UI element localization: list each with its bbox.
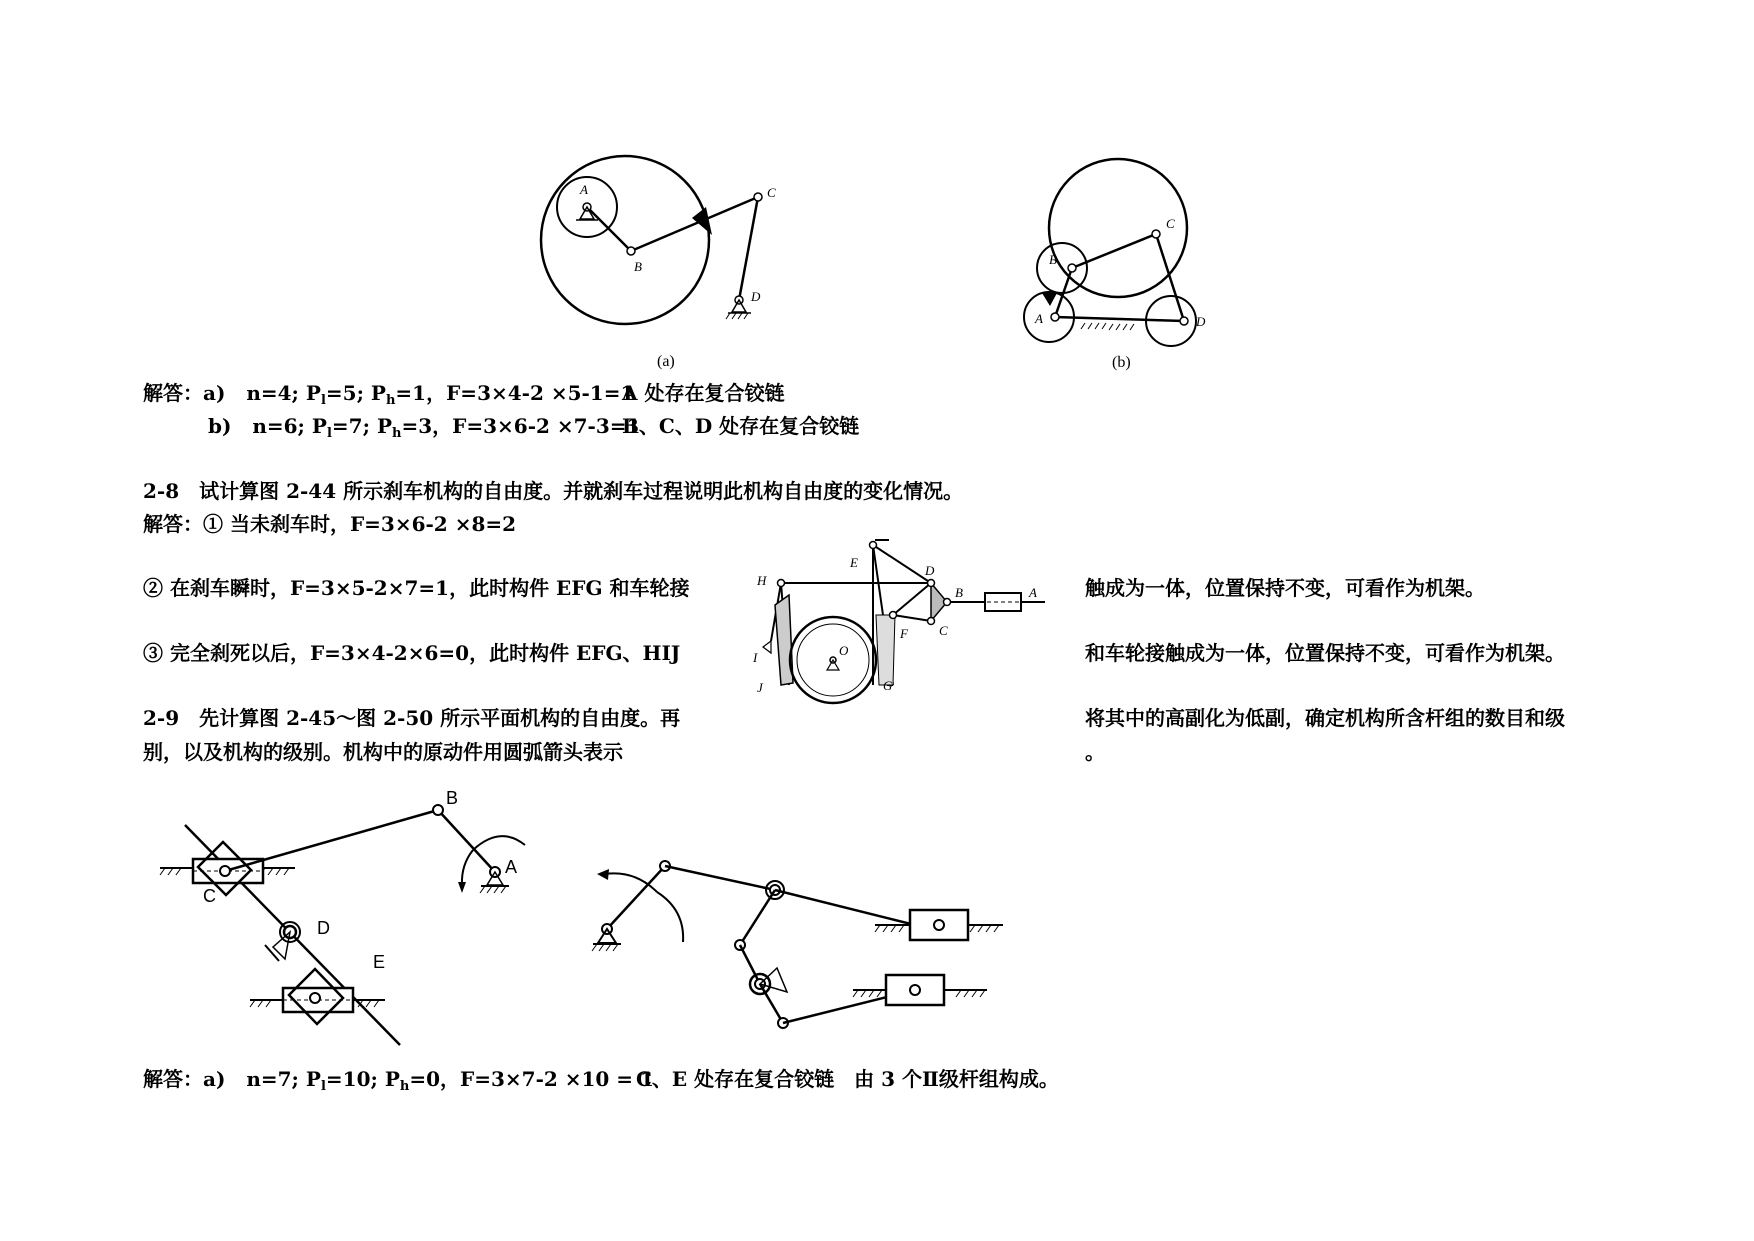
answer1-line-b: b) n=6; $P_l=7$; $P_h=3$，F=3×6-2 ×7-3=1 bbox=[208, 414, 641, 441]
label-a-C: C bbox=[767, 185, 776, 200]
label-slider-E: E bbox=[373, 952, 386, 972]
q2-9-line2-left: 别，以及机构的级别。机构中的原动件用圆弧箭头表示 bbox=[143, 740, 623, 764]
label-b-D: D bbox=[1196, 314, 1206, 329]
label-a-B: B bbox=[634, 259, 642, 274]
answer2-note: C、E 处存在复合铰链 由 3 个Ⅱ级杆组构成。 bbox=[636, 1067, 1059, 1091]
figure-mechanism-a bbox=[530, 155, 800, 370]
label-a-D: D bbox=[751, 289, 761, 304]
label-brake-F: F bbox=[900, 626, 908, 641]
label-b-A: A bbox=[1035, 311, 1043, 326]
q2-9-line1-right: 将其中的高副化为低副，确定机构所含杆组的数目和级 bbox=[1085, 706, 1565, 730]
label-slider-D: D bbox=[317, 918, 330, 938]
caption-a: (a) bbox=[657, 353, 675, 370]
label-brake-G: G bbox=[883, 678, 893, 693]
label-slider-A: A bbox=[505, 857, 518, 877]
label-brake-J: J bbox=[757, 680, 763, 695]
label-brake-I: I bbox=[753, 650, 758, 665]
figure-slider-mechanism-a bbox=[155, 785, 545, 1055]
answer1-line-a: 解答：a) n=4; $P_l=5$; $P_h=1$，F=3×4-2 ×5-1=1 bbox=[143, 381, 635, 408]
q2-8-line2-right: 触成为一体，位置保持不变，可看作为机架。 bbox=[1085, 576, 1485, 600]
q2-8-line3-left: ③ 完全刹死以后，F=3×4-2×6=0，此时构件 EFG、HIJ bbox=[143, 641, 681, 665]
label-b-C: C bbox=[1166, 216, 1175, 231]
q2-8-line3-right: 和车轮接触成为一体，位置保持不变，可看作为机架。 bbox=[1085, 641, 1565, 665]
label-brake-E: E bbox=[850, 555, 858, 570]
label-brake-C: C bbox=[939, 623, 948, 638]
q2-8-line2-left: ② 在刹车瞬时，F=3×5-2×7=1，此时构件 EFG 和车轮接 bbox=[143, 576, 690, 600]
q2-9-line2-right: 。 bbox=[1085, 740, 1105, 764]
label-brake-B: B bbox=[955, 585, 963, 600]
label-slider-B: B bbox=[446, 788, 459, 808]
q2-8-answer-line1: 解答：① 当未刹车时，F=3×6-2 ×8=2 bbox=[143, 512, 517, 536]
answer2-line: 解答：a) n=7; $P_l=10$; $P_h=0$，F=3×7-2 ×10 = 1 bbox=[143, 1067, 654, 1094]
label-slider-C: C bbox=[203, 886, 216, 906]
label-b-B: B bbox=[1049, 252, 1057, 267]
label-brake-O: O bbox=[839, 643, 849, 658]
caption-b: (b) bbox=[1112, 354, 1131, 371]
figure-brake-mechanism bbox=[745, 535, 1065, 715]
figure-mechanism-b bbox=[1020, 160, 1240, 375]
figure-linkage-b bbox=[585, 850, 1015, 1030]
answer1-note-a: A 处存在复合铰链 bbox=[622, 381, 785, 405]
q2-8-question: 2-8 试计算图 2-44 所示刹车机构的自由度。并就刹车过程说明此机构自由度的变化情况。 bbox=[143, 479, 964, 503]
label-brake-A: A bbox=[1029, 585, 1037, 600]
label-brake-H: H bbox=[757, 573, 767, 588]
label-a-A: A bbox=[580, 182, 588, 197]
answer1-note-b: B、C、D 处存在复合铰链 bbox=[622, 414, 860, 438]
label-brake-D: D bbox=[925, 563, 935, 578]
q2-9-line1-left: 2-9 先计算图 2-45～图 2-50 所示平面机构的自由度。再 bbox=[143, 706, 681, 730]
